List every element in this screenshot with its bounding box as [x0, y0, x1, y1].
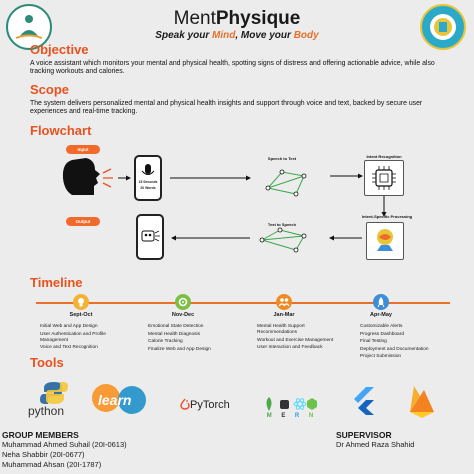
list-item: Workout and Exercise Management [257, 337, 334, 343]
timeline-phase-1-title: Sept-Oct [69, 312, 93, 318]
member-1: Muhammad Ahmed Suhail (20I-0613) [2, 440, 127, 449]
pytorch-flame-icon [180, 398, 190, 410]
list-item: Progress Dashboard [360, 331, 404, 337]
input-pill: Input [66, 145, 100, 154]
mern-m: M [266, 413, 272, 419]
speech-to-text-network [266, 170, 306, 196]
output-phone [136, 214, 164, 260]
input-phone [134, 155, 162, 201]
list-item: Deployment and Documentation [360, 346, 429, 352]
mern-icons [262, 396, 318, 412]
tools-heading: Tools [30, 355, 64, 370]
timeline-lightbulb-icon [73, 294, 89, 310]
tagline-part1: Speak your [155, 30, 212, 41]
list-item: Calorie Tracking [148, 339, 183, 345]
member-3: Muhammad Ahsan (20I-1787) [2, 460, 102, 469]
intent-recognition-label: Intent Recognition [366, 154, 402, 159]
title-bold: Physique [215, 8, 301, 29]
scope-text: The system delivers personalized mental and physical health insights and support through voice and text, backed by secure user experiences and real-time tracking. [30, 100, 423, 116]
timeline-phase-3-title: Jan-Mar [273, 312, 295, 318]
timeline-phase-1-items [40, 324, 124, 353]
text-to-speech-label: Text to Speech [267, 222, 297, 227]
list-item: Project Submission [360, 354, 402, 360]
python-logo-icon [40, 380, 68, 406]
firebase-logo-icon [404, 382, 440, 418]
member-2: Neha Shabbir (20I-0677) [2, 450, 85, 459]
intent-processing-label: Intent-Specific Processing [361, 214, 413, 219]
tagline-part2: , Move your [235, 30, 294, 41]
supervisor-name: Dr Ahmed Raza Shahid [336, 440, 415, 449]
scope-heading: Scope [30, 82, 70, 97]
intent-processing-box [366, 222, 404, 260]
pytorch-text: PyTorch [190, 399, 230, 411]
timeline-phase-2-title: Nov-Dec [171, 312, 195, 318]
timeline-phase-4-items [360, 324, 440, 362]
list-item: Customizable Alerts [360, 324, 403, 329]
list-item: Final Testing [360, 339, 387, 345]
learn-text: learn [98, 392, 132, 408]
flowchart-heading: Flowchart [30, 123, 92, 138]
timeline-phase-3-items [257, 324, 341, 353]
timeline-gear-icon [175, 294, 191, 310]
mern-e: E [281, 413, 286, 419]
timeline-people-icon [276, 294, 292, 310]
mern-letters [262, 413, 318, 419]
title-light: Ment [173, 8, 216, 29]
list-item: Finalize Web and App Design [148, 346, 211, 352]
timeline-heading: Timeline [30, 275, 83, 290]
list-item: Voice and Text Recognition [40, 345, 98, 351]
tagline-body: Body [293, 30, 319, 41]
group-members-heading: GROUP MEMBERS [2, 430, 79, 440]
mern-r: R [294, 413, 300, 419]
list-item: Initial Web and App Design [40, 324, 98, 329]
speech-to-text-label: Speech to Text [267, 156, 297, 161]
list-item: User Interaction and Feedback [257, 345, 323, 351]
processor-chip-icon [365, 161, 403, 195]
objective-text: A voice assistant which monitors your mental and physical health, spotting signs of distress and offering actionable advice, while also tracking workouts and calories. [30, 60, 435, 76]
phone-line-1: 15 Seconds [138, 180, 158, 184]
output-pill: Output [66, 217, 100, 226]
timeline-phase-2-items [148, 324, 230, 354]
objective-heading: Objective [30, 42, 89, 57]
list-item: Emotional State Detection [148, 324, 204, 329]
phone-line-2: 20 Words [140, 186, 156, 190]
speaking-head-icon [63, 158, 113, 195]
python-text: python [28, 404, 65, 418]
list-item: Mental Health Support Recommendations [257, 324, 305, 335]
mern-n: N [308, 413, 314, 419]
mental-health-brain-icon [367, 223, 403, 259]
supervisor-heading: SUPERVISOR [336, 430, 392, 440]
timeline-rocket-icon [373, 294, 389, 310]
robot-speaker-icon [138, 223, 162, 253]
list-item: Mental Health Diagnosis [148, 331, 200, 337]
text-to-speech-network [260, 228, 306, 252]
intent-recognition-box [364, 160, 404, 196]
microphone-icon [136, 162, 160, 180]
list-item: User Authentication and Profile Management [40, 331, 106, 343]
tagline-mind: Mind [212, 30, 236, 41]
flutter-logo-icon [352, 386, 376, 416]
timeline-phase-4-title: Apr-May [369, 312, 392, 318]
